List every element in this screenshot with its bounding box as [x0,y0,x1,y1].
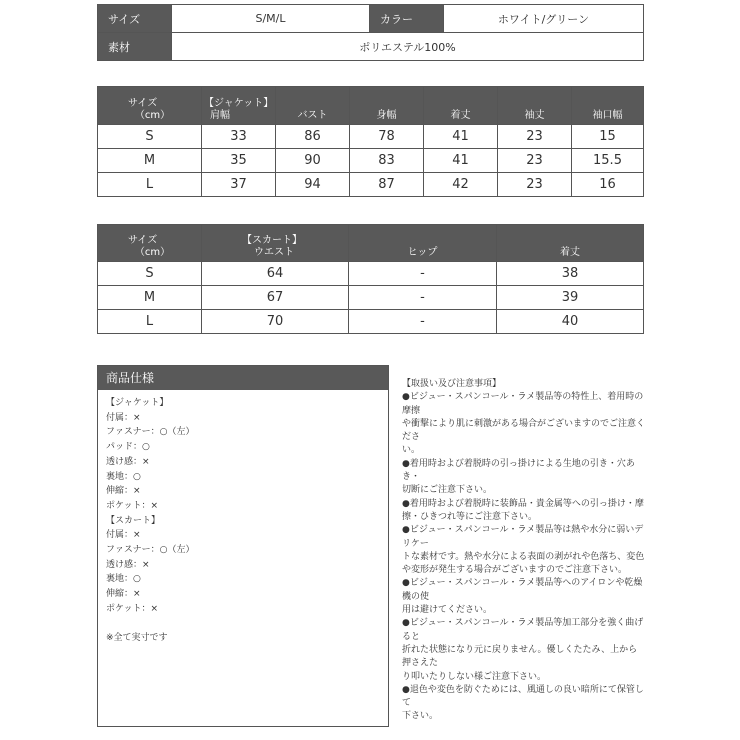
cell: 64 [202,262,349,286]
jacket-col-width: 身幅 [350,87,424,125]
cell: - [349,286,497,310]
color-value: ホワイト/グリーン [444,5,644,33]
list-item: ポケット：× [106,500,159,511]
cell: 15.5 [572,149,644,173]
jacket-size-table [97,86,644,197]
cell: 23 [498,149,572,173]
jacket-col-shoulder: 【ジャケット】 肩幅 [202,87,276,125]
care-notes [402,378,646,724]
cell: 70 [202,310,349,334]
cell: 33 [202,125,276,149]
list-item: 裏地：○ [106,471,141,482]
notes-title: 【取扱い及び注意事項】 [402,379,502,389]
table-row [98,286,644,310]
table-row [98,125,644,149]
row-size: S [98,262,202,286]
jacket-col-sleeve: 袖丈 [498,87,572,125]
cell: 87 [350,173,424,197]
cell: 35 [202,149,276,173]
list-item: ファスナー：○（左） [106,427,195,438]
row-size: M [98,286,202,310]
list-item: 透け感：× [106,559,150,570]
cell: - [349,262,497,286]
jacket-size-header: サイズ （cm） [98,87,202,125]
row-size: L [98,310,202,334]
list-item: ●ビジュー・スパンコール・ラメ製品等へのアイロンや乾燥機の使 用は避けてください。 [402,578,643,616]
list-item: 【ジャケット】 [106,398,169,408]
table-row [98,173,644,197]
cell: 42 [424,173,498,197]
list-item: ●着用時および着脱時に装飾品・貴金属等への引っ掛け・摩 擦・ひきつれ等にご注意下さい。 [402,498,644,522]
spec-title: 商品仕様 [98,366,388,390]
list-item: ファスナー：○（左） [106,545,195,556]
size-value: S/M/L [172,5,370,33]
cell: 78 [350,125,424,149]
jacket-col-cuff: 袖口幅 [572,87,644,125]
table-row [98,149,644,173]
cell: 90 [276,149,350,173]
jacket-group-label: 【ジャケット】 [204,98,274,109]
cell: 83 [350,149,424,173]
material-value: ポリエステル100% [172,33,644,61]
list-item: 付属：× [106,412,141,423]
row-size: M [98,149,202,173]
color-label: カラー [370,5,444,33]
list-item: ●ビジュー・スパンコール・ラメ製品等の特性上、着用時の摩擦 や衝撃により肌に刺激がある場合がございますのでご注意くださ い。 [402,392,646,456]
row-size: S [98,125,202,149]
list-item: 透け感：× [106,456,150,467]
cell: 41 [424,149,498,173]
cell: 67 [202,286,349,310]
skirt-col-waist: 【スカート】 ウエスト [202,225,349,262]
jacket-col-length: 着丈 [424,87,498,125]
cell: 15 [572,125,644,149]
list-item: ●ビジュー・スパンコール・ラメ製品等は熱や水分に弱いデリケー トな素材です。熱や水分による表面の剥がれや色落ち、変色 や変形が発生する場合がございますのでご注意下さい。 [402,525,645,576]
list-item: 伸縮：× [106,486,141,497]
skirt-size-header: サイズ （cm） [98,225,202,262]
cell: 23 [498,173,572,197]
skirt-col-hip: ヒップ [349,225,497,262]
jacket-col-bust: バスト [276,87,350,125]
spec-list [98,390,388,645]
cell: 41 [424,125,498,149]
list-item: ポケット：× [106,603,159,614]
product-info-table [97,4,644,61]
list-item: 【スカート】 [106,515,161,526]
cell: 94 [276,173,350,197]
list-item: 付属：× [106,530,141,541]
size-label: サイズ [98,5,172,33]
skirt-col-length: 着丈 [497,225,644,262]
cell: 86 [276,125,350,149]
table-row [98,310,644,334]
cell: 39 [497,286,644,310]
table-row [98,262,644,286]
skirt-group-label: 【スカート】 [242,235,302,246]
list-item: ●着用時および着脱時の引っ掛けによる生地の引き・穴あき・ 切断にご注意下さい。 [402,458,635,496]
skirt-size-table [97,224,644,334]
cell: 16 [572,173,644,197]
list-item: ●ビジュー・スパンコール・ラメ製品等加工部分を強く曲げると 折れた状態になり元に戻りません。優しくたたみ、上から押さえた り叩いたりしない様ご注意下さい。 [402,618,644,682]
row-size: L [98,173,202,197]
list-item: 伸縮：× [106,589,141,600]
list-item: パッド：○ [106,442,150,453]
cell: 40 [497,310,644,334]
cell: 38 [497,262,644,286]
list-item: 裏地：○ [106,574,141,585]
cell: 37 [202,173,276,197]
product-spec-box [97,365,389,727]
cell: 23 [498,125,572,149]
material-label: 素材 [98,33,172,61]
list-item: ●退色や変色を防ぐためには、風通しの良い暗所にて保管して 下さい。 [402,684,644,722]
cell: - [349,310,497,334]
list-item: ※全て実寸です [106,632,168,643]
list-item [106,617,388,631]
